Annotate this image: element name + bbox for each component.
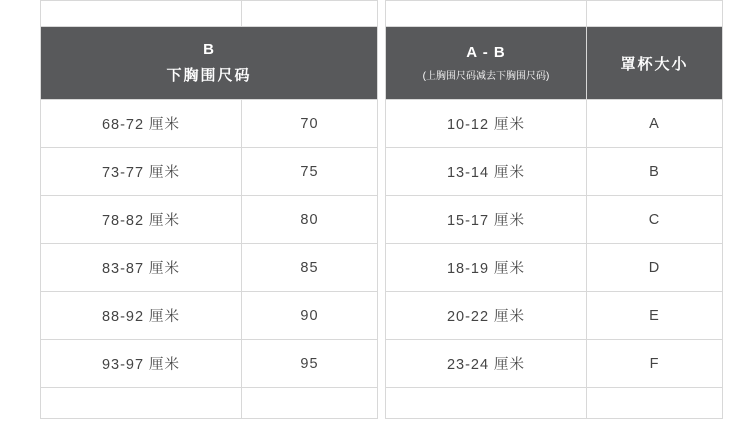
cup-letter-cell: E <box>587 292 723 340</box>
table-row <box>386 148 723 196</box>
spacer-cell <box>386 388 587 419</box>
spacer-cell <box>41 1 242 27</box>
cup-difference-header-label: A - B <box>466 44 506 61</box>
spacer-cell <box>587 1 723 27</box>
cup-letter-cell: C <box>587 196 723 244</box>
band-range-cell: 93-97 厘米 <box>41 340 242 388</box>
cup-range-cell: 23-24 厘米 <box>386 340 587 388</box>
table-row <box>41 292 378 340</box>
table-row <box>41 340 378 388</box>
cup-size-table <box>385 0 723 419</box>
table-bottom-spacer-row <box>386 388 723 419</box>
table-row <box>386 244 723 292</box>
cup-range-cell: 13-14 厘米 <box>386 148 587 196</box>
band-size-cell: 85 <box>242 244 378 292</box>
spacer-cell <box>41 388 242 419</box>
band-range-cell: 88-92 厘米 <box>41 292 242 340</box>
band-range-cell: 78-82 厘米 <box>41 196 242 244</box>
band-range-cell: 73-77 厘米 <box>41 148 242 196</box>
band-size-cell: 75 <box>242 148 378 196</box>
band-size-table <box>40 0 378 419</box>
table-bottom-spacer-row <box>41 388 378 419</box>
band-size-cell: 95 <box>242 340 378 388</box>
cup-range-cell: 10-12 厘米 <box>386 100 587 148</box>
table-row <box>386 292 723 340</box>
band-size-header-letter: B <box>203 41 215 58</box>
cup-size-header-row <box>386 27 723 100</box>
cup-difference-header <box>386 27 587 100</box>
band-size-cell: 90 <box>242 292 378 340</box>
cup-letter-cell: B <box>587 148 723 196</box>
band-size-header-label: 下胸围尺码 <box>166 67 252 84</box>
cup-difference-header-note: (上胸围尺码减去下胸围尺码) <box>422 71 550 82</box>
size-tables-container <box>40 0 710 419</box>
cup-range-cell: 18-19 厘米 <box>386 244 587 292</box>
cup-letter-cell: F <box>587 340 723 388</box>
table-row <box>41 244 378 292</box>
band-range-cell: 68-72 厘米 <box>41 100 242 148</box>
table-row <box>41 100 378 148</box>
cup-size-header-label: 罩杯大小 <box>620 55 689 73</box>
cup-letter-cell: D <box>587 244 723 292</box>
table-row <box>386 100 723 148</box>
cup-range-cell: 15-17 厘米 <box>386 196 587 244</box>
cup-range-cell: 20-22 厘米 <box>386 292 587 340</box>
band-size-cell: 70 <box>242 100 378 148</box>
band-range-cell: 83-87 厘米 <box>41 244 242 292</box>
table-row <box>386 196 723 244</box>
spacer-cell <box>386 1 587 27</box>
spacer-cell <box>587 388 723 419</box>
table-top-spacer-row <box>41 1 378 27</box>
table-gap <box>378 0 385 419</box>
table-row <box>386 340 723 388</box>
table-top-spacer-row <box>386 1 723 27</box>
spacer-cell <box>242 1 378 27</box>
table-row <box>41 196 378 244</box>
band-size-header <box>41 27 378 100</box>
band-size-header-row <box>41 27 378 100</box>
cup-letter-cell: A <box>587 100 723 148</box>
cup-size-header <box>587 27 723 100</box>
spacer-cell <box>242 388 378 419</box>
band-size-cell: 80 <box>242 196 378 244</box>
table-row <box>41 148 378 196</box>
